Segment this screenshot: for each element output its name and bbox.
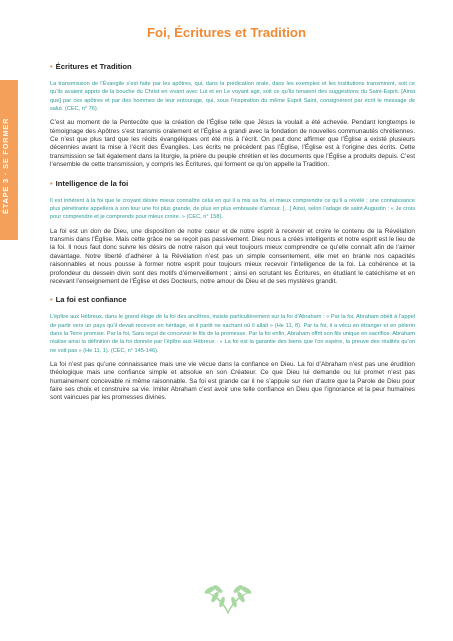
section-heading [50,295,415,304]
section-heading-text: Écritures et Tradition [55,62,132,71]
section-body: La foi n’est pas qu’une connaissance mais une vie vécue dans la confiance en Dieu. La foi d’Abraham n’est pas une érudition théologique mais une confiance simple et absolue en son Créateur. Ce que Dieu lui demande ou lui promet n’est pas humainement concevable ni même raisonnable. Sa foi est grande car il ne s’appuie sur rien d’autre que la Parole de Dieu pour faire ses choix et construire sa vie. Imiter Abraham c’est avoir une telle confiance en Dieu que l’ignorance et la peur humaines sont vaincues par les promesses divines. [50,360,415,402]
section-heading-text: Intelligence de la foi [55,178,129,188]
bullet-icon: • [50,178,53,188]
catechism-quote: L’épître aux Hébreux, dans le grand éloge de la foi des ancêtres, insiste particulièrement sur la foi d’Abraham : « Par la foi, Abraham obéit à l’appel de partir vers un pays qu’il devait recevoir en héritage, et il partit ne sachant où il allait » (He 11, 8). Par la foi, il a vécu en étranger et en pèlerin dans la Terre promise. Par la foi, Sara reçut de concevoir le fils de la promesse. Par la foi enfin, Abraham offrit son fils unique en sacrifice. Abraham réalise ainsi la définition de la foi donnée par l’épître aux Hébreux : « La foi est la garantie des biens que l’on espère, la preuve des réalités qu’on ne voit pas » (He 11, 1). (CEC, n° 145-146). [50,314,415,354]
step-subtitle: SE FORMER [1,117,10,169]
section-foi-confiance [50,295,415,403]
section-heading [50,62,415,71]
bullet-icon: • [50,295,53,305]
section-intelligence-foi [50,179,415,287]
section-heading-text: La foi est confiance [55,295,127,305]
catechism-quote: Il est inhérent à la foi que le croyant désire mieux connaître celui en qui il a mis sa foi, et mieux comprendre ce qu’il a révélé ; une connaissance plus pénétrante appellera à son tour une foi plus grande, de plus en plus embrasée d’amour. […] Ainsi, selon l’adage de saint Augustin : « Je crois pour comprendre et je comprends pour mieux croire. » (CEC, n° 158). [50,197,415,221]
catechism-quote: La transmission de l’Évangile s’est faite par les apôtres, qui, dans la prédication orale, dans les exemples et les institutions transmirent, soit ce qu’ils avaient appris de la bouche du Christ en vivant avec Lui et en Le voyant agir, soit ce qu’ils tenaient des suggestions du Saint-Esprit. [Ainsi que] par ces apôtres et par des hommes de leur entourage, qui, sous l’inspiration du même Esprit Saint, consignèrent par écrit le message de salut. (CEC, n° 76). [50,81,415,112]
content [50,62,415,412]
step-label: ÉTAPE 3 [1,178,10,214]
section-body: C’est au moment de la Pentecôte que la création de l’Église telle que Jésus la voulait a été achevée. Pendant longtemps le témoignage des Apôtres s’est transmis oralement et l’Église a grandi avec la fondation de nouvelles communautés chrétiennes. Ce n’est que plus tard que les récits évangéliques ont été mis à l’écrit. On peut donc affirmer que l’Église a existé plusieurs décennies avant la mise à l’écrit des Évangiles. Les écrits ne précèdent pas l’Église, l’Église est à l’origine des écrits. Cette transmission se fait également dans la liturgie, la prière du peuple chrétien et les documents que l’Église a produits depuis. C’est l’ensemble de cette transmission, y compris les Écritures, qui forment ce qu’on appelle la Tradition. [50,119,415,169]
side-label-separator: · [1,171,10,176]
section-ecritures-tradition [50,62,415,170]
side-label [1,54,10,214]
section-body: La foi est un don de Dieu, une disposition de notre cœur et de notre esprit à recevoir et croire le contenu de la Révélation transmis dans l’Église. Mais cette grâce ne se reçoit pas passivement. Dieu nous a créés intelligents et notre esprit est le lieu de la foi. Il nous faut donc suivre les désirs de notre raison qui veut toujours mieux comprendre ce qu’elle connaît afin de l’aimer davantage. Notre liberté d’adhérer à la Révélation n’est pas un simple consentement, elle met en branle nos capacités raisonnables et nous pousse à former notre esprit pour toujours mieux recevoir l’intelligence de la foi. La cohérence et la profondeur du dessein divin sont des motifs d’émerveillement ; ainsi en scrutant les Écritures, en étudiant le catéchisme et en recevant l’enseignement de l’Église et des Docteurs, notre amour de Dieu et de ses mystères grandit. [50,227,415,285]
page-title: Foi, Écritures et Tradition [146,25,306,40]
bullet-icon: • [50,62,53,71]
olive-branches-icon [198,580,258,616]
section-heading [50,179,415,188]
